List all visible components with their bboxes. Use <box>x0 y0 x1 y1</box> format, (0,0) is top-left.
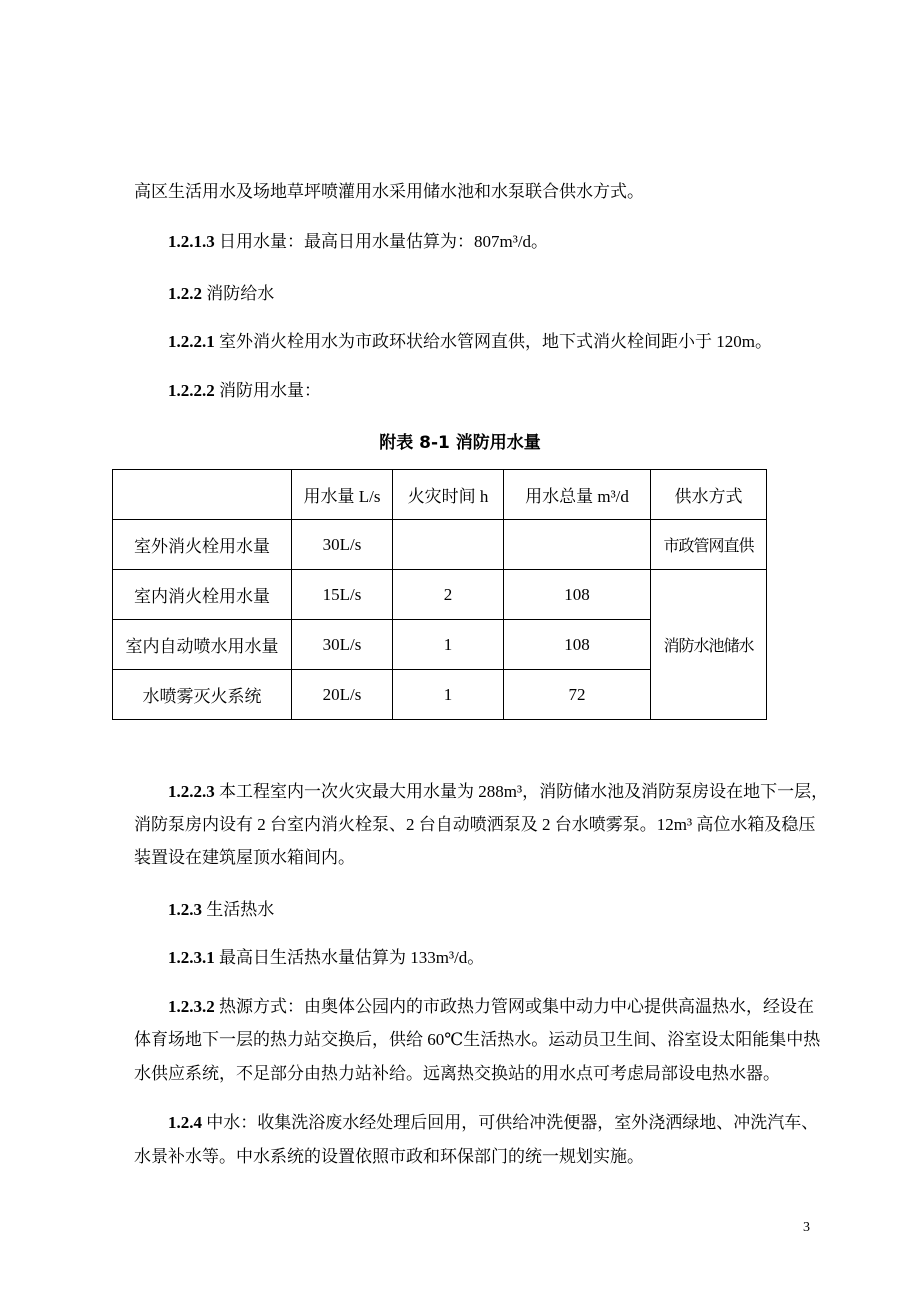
table-row <box>113 520 767 570</box>
paragraph-supply-mode: 高区生活用水及场地草坪喷灌用水采用储水池和水泵联合供水方式。 <box>134 182 644 201</box>
table-header-cell: 用水总量 m³/d <box>504 470 651 520</box>
paragraph-reclaimed-water-line1 <box>168 1112 818 1134</box>
section-number: 1.2.3 <box>168 900 202 919</box>
paragraph-text: 中水：收集洗浴废水经处理后回用，可供给冲洗便器，室外浇洒绿地、冲洗汽车、 <box>202 1113 819 1132</box>
paragraph-text: 消防用水量： <box>214 381 321 400</box>
table-cell: 30L/s <box>292 520 393 570</box>
table-cell: 72 <box>504 670 651 720</box>
heading-text: 生活热水 <box>202 900 275 919</box>
paragraph-text: 本工程室内一次火灾最大用水量为 288m³，消防储水池及消防泵房设在地下一层， <box>214 782 829 801</box>
fire-water-table <box>112 469 767 720</box>
paragraph-heat-source-line2: 体育场地下一层的热力站交换后，供给 60℃生活热水。运动员卫生间、浴室设太阳能集中热 <box>134 1030 821 1049</box>
paragraph-text: 最高日生活热水量估算为 133m³/d。 <box>214 948 485 967</box>
section-number: 1.2.1.3 <box>168 232 215 251</box>
supply-mode-text: 消防水池储水 <box>663 638 754 655</box>
table-cell: 室外消火栓用水量 <box>113 520 292 570</box>
page-number: 3 <box>803 1220 810 1235</box>
paragraph-max-fire-water-line1 <box>168 781 828 803</box>
table-cell: 15L/s <box>292 570 393 620</box>
table-cell: 1 <box>393 670 504 720</box>
table-caption: 附表 8-1 消防用水量 <box>379 433 541 453</box>
paragraph-heat-source-line3: 水供应系统，不足部分由热力站补给。远离热交换站的用水点可考虑局部设电热水器。 <box>134 1064 780 1083</box>
paragraph-heat-source-line1 <box>168 996 814 1018</box>
table-cell: 水喷雾灭火系统 <box>113 670 292 720</box>
paragraph-outdoor-hydrant <box>168 331 772 353</box>
table-row <box>113 570 767 620</box>
paragraph-max-fire-water-line3: 装置设在建筑屋顶水箱间内。 <box>134 848 355 867</box>
paragraph-hot-water-volume <box>168 947 484 969</box>
table-cell <box>651 520 767 570</box>
table-header-cell: 火灾时间 h <box>393 470 504 520</box>
heading-fire-water-supply <box>168 283 274 305</box>
section-number: 1.2.2.1 <box>168 332 215 351</box>
heading-text: 消防给水 <box>202 284 275 303</box>
paragraph-max-fire-water-line2: 消防泵房内设有 2 台室内消火栓泵、2 台自动喷洒泵及 2 台水喷雾泵。12m³ 高位水箱及稳压 <box>134 815 816 834</box>
table-cell: 室内自动喷水用水量 <box>113 620 292 670</box>
table-header-cell <box>113 470 292 520</box>
table-cell: 1 <box>393 620 504 670</box>
paragraph-daily-water <box>168 231 548 253</box>
table-cell: 108 <box>504 620 651 670</box>
table-header-cell: 供水方式 <box>651 470 767 520</box>
table-cell: 2 <box>393 570 504 620</box>
paragraph-reclaimed-water-line2: 水景补水等。中水系统的设置依照市政和环保部门的统一规划实施。 <box>134 1147 644 1166</box>
table-header-cell: 用水量 L/s <box>292 470 393 520</box>
section-number: 1.2.3.1 <box>168 948 215 967</box>
paragraph-text: 室外消火栓用水为市政环状给水管网直供，地下式消火栓间距小于 120m。 <box>214 332 772 351</box>
table-cell-merged <box>651 570 767 720</box>
section-number: 1.2.3.2 <box>168 997 215 1016</box>
section-number: 1.2.4 <box>168 1113 202 1132</box>
table-cell: 室内消火栓用水量 <box>113 570 292 620</box>
table-header-row <box>113 470 767 520</box>
table-cell <box>504 520 651 570</box>
section-number: 1.2.2.2 <box>168 381 215 400</box>
heading-domestic-hot-water <box>168 899 274 921</box>
table-cell <box>393 520 504 570</box>
section-number: 1.2.2.3 <box>168 782 215 801</box>
paragraph-text: 热源方式：由奥体公园内的市政热力管网或集中动力中心提供高温热水，经设在 <box>214 997 814 1016</box>
supply-mode-text: 市政管网直供 <box>663 538 754 555</box>
table-cell: 20L/s <box>292 670 393 720</box>
table-cell: 108 <box>504 570 651 620</box>
paragraph-fire-water-volume <box>168 380 321 402</box>
paragraph-text: 日用水量：最高日用水量估算为：807m³/d。 <box>214 232 549 251</box>
section-number: 1.2.2 <box>168 284 202 303</box>
table-cell: 30L/s <box>292 620 393 670</box>
